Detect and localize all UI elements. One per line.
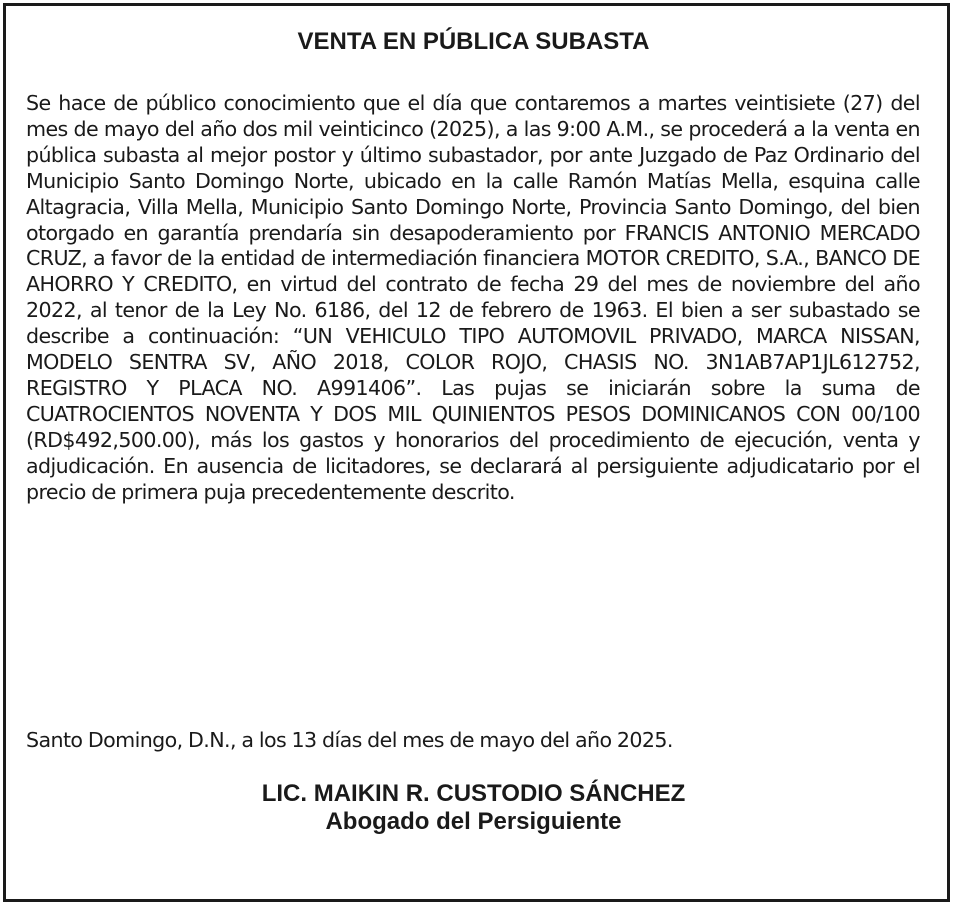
signer-name: LIC. MAIKIN R. CUSTODIO SÁNCHEZ (261, 780, 686, 807)
signer-role: Abogado del Persiguiente (325, 808, 622, 835)
notice-body: Se hace de público conocimiento que el día que contaremos a martes veintisiete (27) del mes de mayo del año dos mil veinticinco (2025), a las 9:00 A.M., se procederá a la venta en pública subasta al mejor postor y último subastador, por ante Juzgado de Paz Ordinario del Municipio Santo Domingo Norte, ubicado en la calle Ramón Matías Mella, esquina calle Altagracia, Villa Mella, Municipio Santo Domingo Norte, Provincia Santo Domingo, del bien otorgado en garantía prendaría sin desapoderamiento por FRANCIS ANTONIO MERCADO CRUZ, a favor de la entidad de intermediación financiera MOTOR CREDITO, S.A., BANCO DE AHORRO Y CREDITO, en virtud del contrato de fecha 29 del mes de noviembre del año 2022, al tenor de la Ley No. 6186, del 12 de febrero de 1963. El bien a ser subastado se describe a continuación: “UN VEHICULO TIPO AUTOMOVIL PRIVADO, MARCA NISSAN, MODELO SENTRA SV, AÑO 2018, COLOR ROJO, CHASIS NO. 3N1AB7AP1JL612752, REGISTRO Y PLACA NO. A991406”. Las pujas se iniciarán sobre la suma de CUATROCIENTOS NOVENTA Y DOS MIL QUINIENTOS PESOS DOMINICANOS CON 00/100 (RD$492,500.00), más los gastos y honorarios del procedimiento de ejecución, venta y adjudicación. En ausencia de licitadores, se declarará al persiguiente adjudicatario por el precio de primera puja precedentemente descrito. (26, 91, 920, 504)
notice-title: VENTA EN PÚBLICA SUBASTA (297, 28, 650, 55)
notice-closing-date: Santo Domingo, D.N., a los 13 días del mes de mayo del año 2025. (26, 728, 673, 752)
